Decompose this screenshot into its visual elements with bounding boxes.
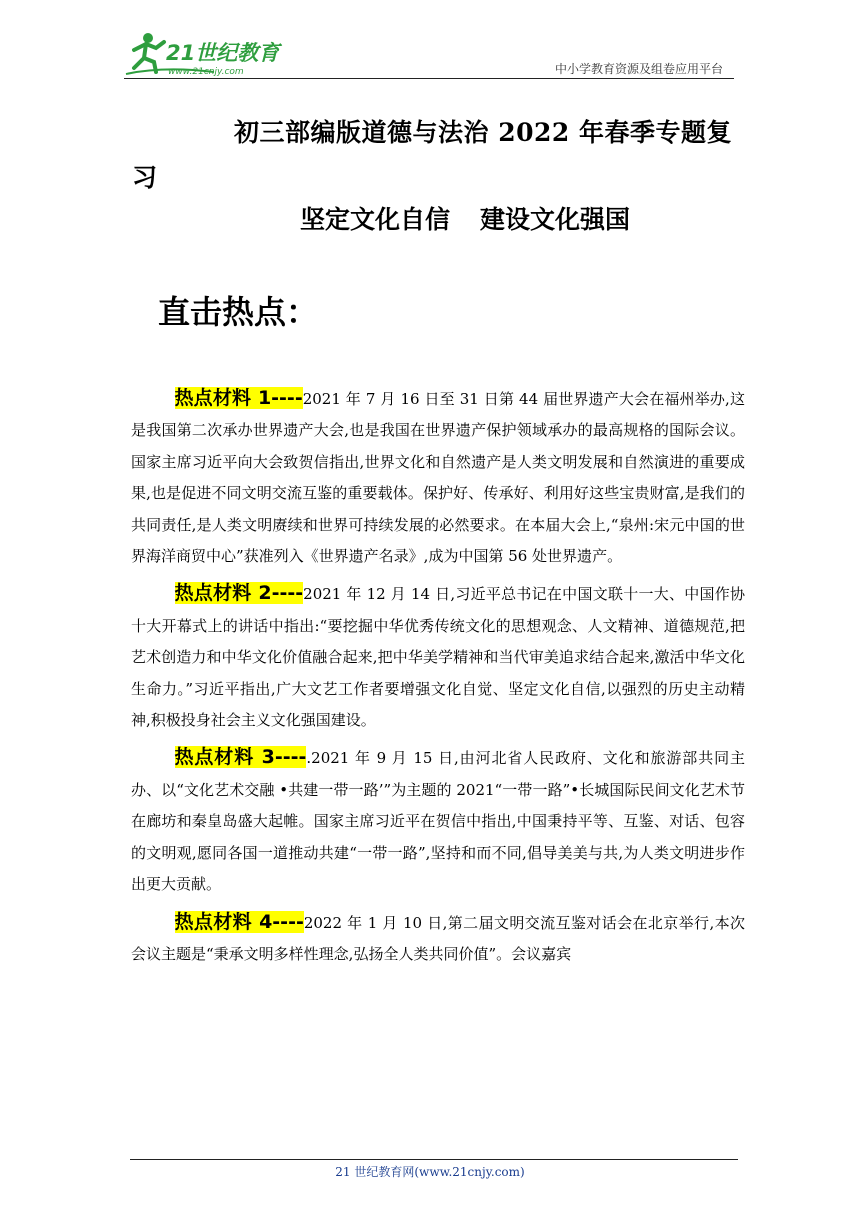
page-header [0,0,860,90]
material-paragraph-3 [131,742,745,900]
material-label-1: 热点材料 1---- [174,387,303,409]
material-label-2: 热点材料 2---- [174,582,304,605]
subtitle-part-2: 建设文化强国 [480,205,631,234]
material-text-1: 2021 年 7 月 16 日至 31 日第 44 届世界遗产大会在福州举办,这是我国第二次承办世界遗产大会,也是我国在世界遗产保护领域承办的最高规格的国际会议。国家主席习近平向大会致贺信指出,世界文化和自然遗产是人类文明发展和自然演进的重要成果,也是促进不同文明交流互鉴的重要载体。保护好、传承好、利用好这些宝贵财富,是我们的共同责任,是人类文明赓续和世界可持续发展的必然要求。在本届大会上,“泉州:宋元中国的世界海洋商贸中心”获准列入《世界遗产名录》,成为中国第 56 处世界遗产。 [131,390,745,566]
document-title-continued: 习 [132,163,158,192]
logo-title: 21世纪教育 [166,41,280,65]
document-title: 初三部编版道德与法治 2022 年春季专题复 [234,118,732,147]
header-divider [124,78,734,79]
platform-name: 中小学教育资源及组卷应用平台 [554,62,723,76]
runner-logo-icon [124,30,294,80]
logo-url: www.21cnjy.com [168,67,244,77]
material-text-2: 2021 年 12 月 14 日,习近平总书记在中国文联十一大、中国作协十大开幕式上的讲话中指出:“要挖掘中华优秀传统文化的思想观念、人文精神、道德规范,把艺术创造力和中华文化价值融合起来,把中华美学精神和当代审美追求结合起来,激活中华文化生命力。”习近平指出,广大文艺工作者要增强文化自觉、坚定文化自信,以强烈的历史主动精神,积极投身社会主义文化强国建设。 [131,585,745,730]
material-paragraph-2 [131,578,745,736]
subtitle-part-1: 坚定文化自信 [300,205,451,234]
material-text-3: .2021 年 9 月 15 日,由河北省人民政府、文化和旅游部共同主办、以“文化艺术交融 •共建一带一路’”为主题的 2021“一带一路”•长城国际民间文化艺术节在廊坊和秦皇岛盛大起帷。国家主席习近平在贺信中指出,中国秉持平等、互鉴、对话、包容的文明观,愿同各国一道推动共建“一带一路”,坚持和而不同,倡导美美与共,为人类文明进步作出更大贡献。 [131,749,745,894]
document-subtitle [300,200,630,236]
material-label-4: 热点材料 4---- [174,910,304,933]
materials-list [131,383,745,976]
material-paragraph-1 [131,383,745,572]
footer-link[interactable]: 21 世纪教育网(www.21cnjy.com) [335,1165,525,1179]
footer-divider [130,1159,738,1160]
material-text-4: 2022 年 1 月 10 日,第二届文明交流互鉴对话会在北京举行,本次会议主题是“秉承文明多样性理念,弘扬全人类共同价值”。会议嘉宾 [131,913,745,963]
material-label-3: 热点材料 3---- [174,746,307,769]
material-paragraph-4 [131,907,745,971]
section-heading: 直击热点： [158,293,319,331]
site-logo[interactable] [124,30,294,80]
